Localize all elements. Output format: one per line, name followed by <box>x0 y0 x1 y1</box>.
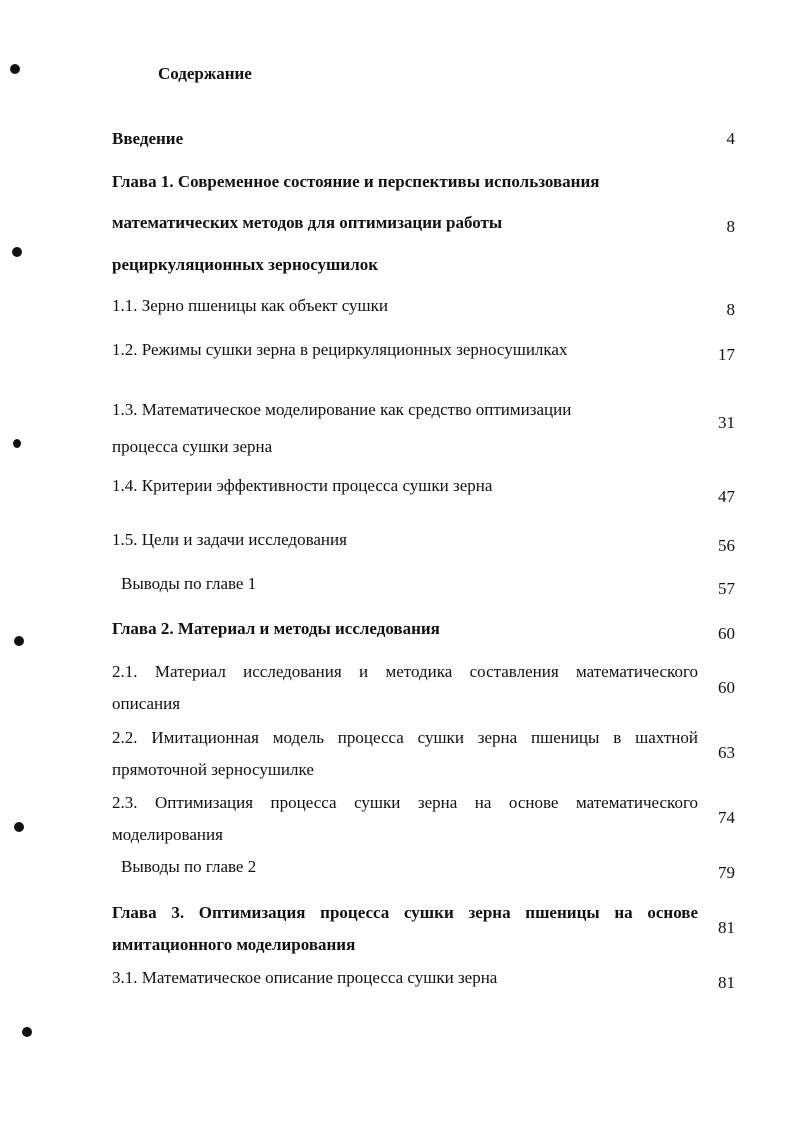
toc-page-number: 81 <box>718 918 735 937</box>
toc-page-number: 56 <box>718 536 735 555</box>
toc-page-number: 60 <box>718 678 735 697</box>
toc-section-2-2-line-1: 2.2. Имитационная модель процесса сушки зерна пшеницы в шахтной <box>112 728 698 747</box>
toc-page-number: 8 <box>726 300 735 319</box>
toc-page-number: 17 <box>718 345 735 364</box>
punch-hole-mark <box>14 636 24 646</box>
toc-conclusions-2: Выводы по главе 2 <box>121 857 257 876</box>
toc-entry-intro: Введение <box>112 129 184 148</box>
toc-page-number: 31 <box>718 413 735 432</box>
toc-page-number: 60 <box>718 624 735 643</box>
toc-page-number: 4 <box>726 129 735 148</box>
toc-section-2-2-line-2: прямоточной зерносушилке <box>112 760 314 779</box>
toc-section-2-3-line-2: моделирования <box>112 825 223 844</box>
toc-section-3-1: 3.1. Математическое описание процесса сушки зерна <box>112 968 498 987</box>
toc-chapter-1-line-2: математических методов для оптимизации работы <box>112 213 503 232</box>
toc-chapter-2: Глава 2. Материал и методы исследования <box>112 619 440 638</box>
toc-title: Содержание <box>158 64 252 83</box>
toc-page-number: 81 <box>718 973 735 992</box>
punch-hole-mark <box>22 1027 32 1037</box>
toc-chapter-3-line-1: Глава 3. Оптимизация процесса сушки зерна пшеницы на основе <box>112 903 698 922</box>
toc-section-1-1: 1.1. Зерно пшеницы как объект сушки <box>112 296 388 315</box>
toc-section-1-2: 1.2. Режимы сушки зерна в рециркуляционных зерносушилках <box>112 340 568 359</box>
punch-hole-mark <box>10 64 20 74</box>
toc-page-number: 8 <box>726 217 735 236</box>
toc-page-number: 74 <box>718 808 735 827</box>
punch-hole-mark <box>14 822 24 832</box>
toc-section-1-3-line-2: процесса сушки зерна <box>112 437 273 456</box>
toc-section-1-5: 1.5. Цели и задачи исследования <box>112 530 347 549</box>
punch-hole-mark <box>13 439 21 448</box>
toc-page-number: 63 <box>718 743 735 762</box>
toc-chapter-1-line-3: рециркуляционных зерносушилок <box>112 255 379 274</box>
toc-section-2-1-line-1: 2.1. Материал исследования и методика составления математического <box>112 662 698 681</box>
toc-section-1-3-line-1: 1.3. Математическое моделирование как средство оптимизации <box>112 400 572 419</box>
toc-section-2-1-line-2: описания <box>112 694 181 713</box>
punch-hole-mark <box>12 247 22 257</box>
toc-section-1-4: 1.4. Критерии эффективности процесса сушки зерна <box>112 476 493 495</box>
toc-page-number: 47 <box>718 487 735 506</box>
toc-chapter-3-line-2: имитационного моделирования <box>112 935 356 954</box>
toc-chapter-1-line-1: Глава 1. Современное состояние и перспективы использования <box>112 172 600 191</box>
toc-section-2-3-line-1: 2.3. Оптимизация процесса сушки зерна на основе математического <box>112 793 698 812</box>
toc-page-number: 79 <box>718 863 735 882</box>
toc-conclusions-1: Выводы по главе 1 <box>121 574 257 593</box>
toc-page-number: 57 <box>718 579 735 598</box>
